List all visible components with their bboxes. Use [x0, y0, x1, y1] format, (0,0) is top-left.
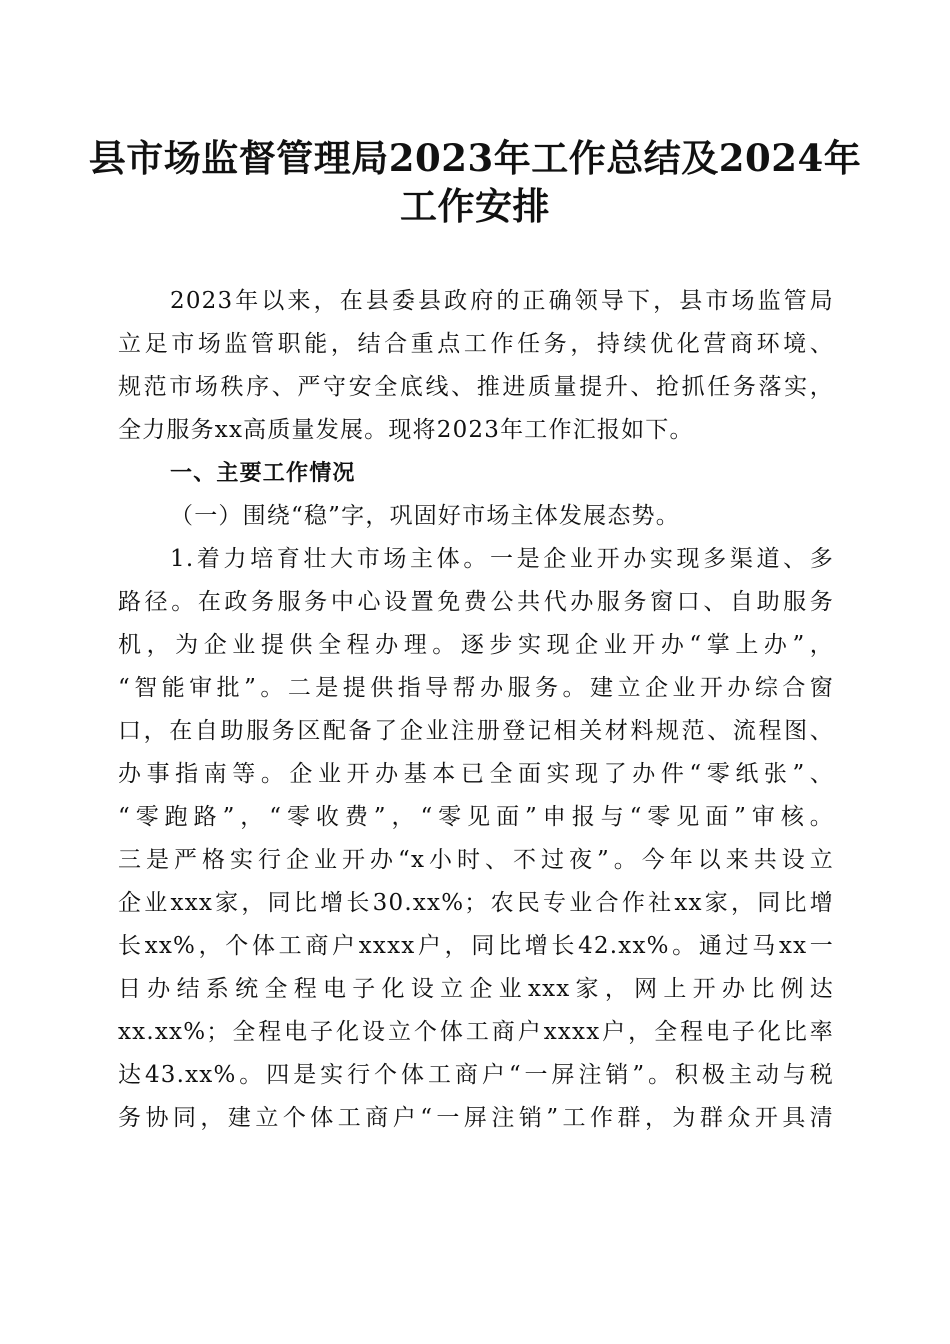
intro-line: 全力服务xx高质量发展。现将2023年工作汇报如下。 [118, 417, 694, 443]
paragraph-line: 务协同，建立个体工商户“一屏注销”工作群，为群众开具清 [118, 1105, 834, 1131]
paragraph-line: “智能审批”。二是提供指导帮办服务。建立企业开办综合窗 [118, 675, 834, 701]
paragraph-line: 长xx%，个体工商户xxxx户，同比增长42.xx%。通过马xx一 [118, 933, 834, 959]
paragraph-line: 1.着力培育壮大市场主体。一是企业开办实现多渠道、多 [170, 546, 834, 572]
document-title [80, 134, 870, 230]
paragraph-line: 达43.xx%。四是实行个体工商户“一屏注销”。积极主动与税 [118, 1062, 834, 1088]
paragraph-line: 三是严格实行企业开办“x小时、不过夜”。今年以来共设立 [118, 847, 834, 873]
section-heading: 一、主要工作情况 [170, 461, 356, 486]
intro-line: 2023年以来，在县委县政府的正确领导下，县市场监管局 [170, 288, 834, 314]
sub-heading: （一）围绕“稳”字，巩固好市场主体发展态势。 [170, 503, 680, 529]
paragraph-line: 企业xxx家，同比增长30.xx%；农民专业合作社xx家，同比增 [118, 890, 834, 916]
intro-line: 规范市场秩序、严守安全底线、推进质量提升、抢抓任务落实， [118, 374, 834, 400]
paragraph-line: 日办结系统全程电子化设立企业xxx家，网上开办比例达 [118, 976, 834, 1002]
document-body [118, 280, 834, 1140]
paragraph-line: 口，在自助服务区配备了企业注册登记相关材料规范、流程图、 [118, 718, 834, 744]
paragraph-line: 路径。在政务服务中心设置免费公共代办服务窗口、自助服务 [118, 589, 834, 615]
title-line: 县市场监督管理局2023年工作总结及2024年 [88, 136, 862, 180]
paragraph-line: 机，为企业提供全程办理。逐步实现企业开办“掌上办”， [118, 632, 834, 658]
title-line: 工作安排 [400, 184, 550, 228]
paragraph-line: xx.xx%；全程电子化设立个体工商户xxxx户，全程电子化比率 [118, 1019, 834, 1045]
paragraph-line: “零跑路”，“零收费”，“零见面”申报与“零见面”审核。 [118, 804, 834, 830]
paragraph-line: 办事指南等。企业开办基本已全面实现了办件“零纸张”、 [118, 761, 834, 787]
intro-line: 立足市场监管职能，结合重点工作任务，持续优化营商环境、 [118, 331, 834, 357]
